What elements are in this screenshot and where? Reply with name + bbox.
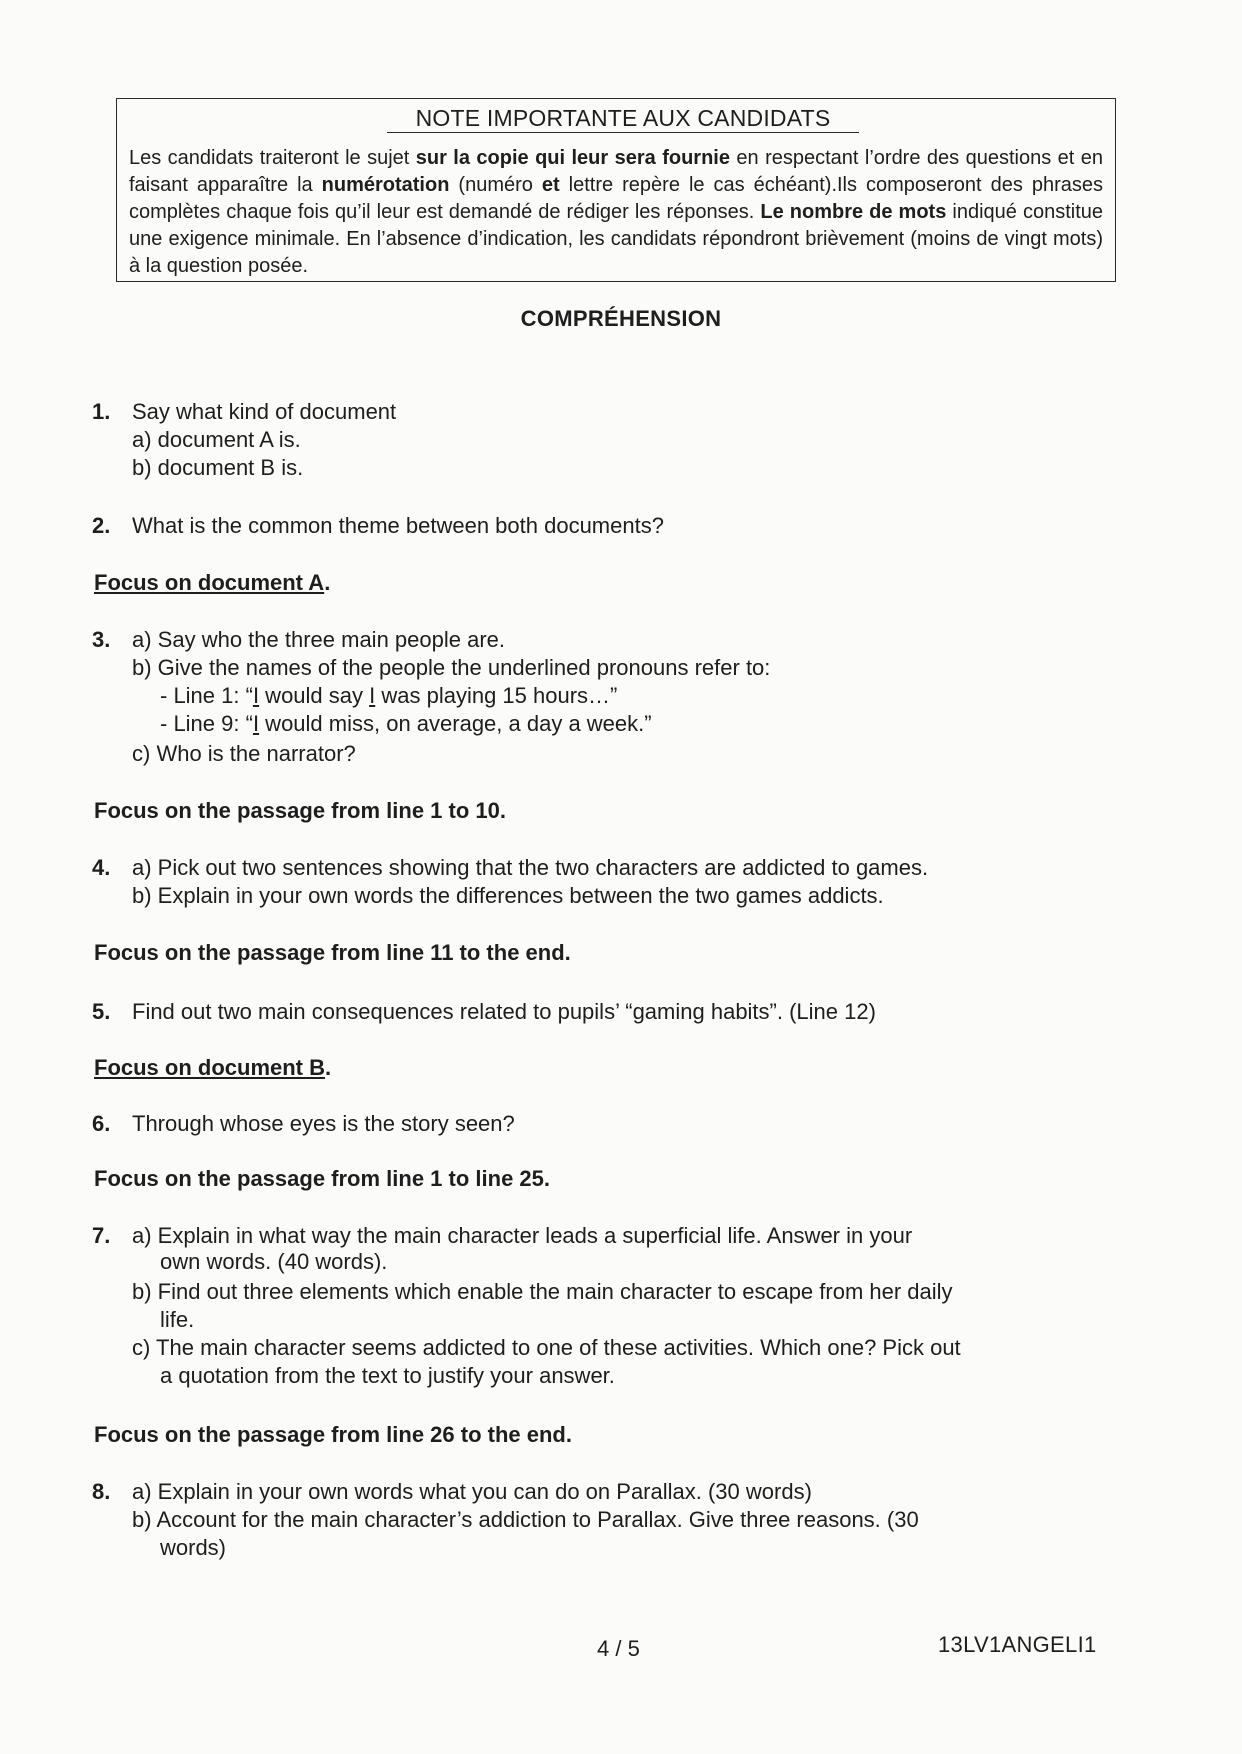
question-part-b-cont: words)	[160, 1535, 227, 1560]
question-part-b: b) document B is.	[132, 455, 304, 480]
question-text: Through whose eyes is the story seen?	[132, 1111, 515, 1136]
question-text: Say what kind of document	[132, 399, 397, 424]
question-part-b: b) Account for the main character’s addiction to Parallax. Give three reasons. (30	[132, 1507, 919, 1532]
focus-heading-text: Focus on document B	[94, 1055, 325, 1080]
note-emphasis: numérotation	[321, 174, 450, 196]
question-text: What is the common theme between both documents?	[132, 513, 664, 538]
page-number: 4 / 5	[597, 1636, 640, 1661]
candidate-note-box	[116, 98, 1116, 282]
note-text: lettre repère le cas échéant).Ils composeront des phrases complètes chaque fois qu’il leur est demandé de rédiger les réponses.	[129, 174, 1103, 223]
note-emphasis: et	[541, 174, 560, 196]
focus-heading-text: Focus on document A	[94, 570, 325, 595]
question-3	[92, 626, 1132, 776]
focus-heading-lines-1-10: Focus on the passage from line 1 to 10.	[94, 798, 506, 823]
pronoun-line-1	[160, 682, 1132, 710]
note-text: (numéro	[449, 174, 542, 196]
question-6	[92, 1110, 1132, 1140]
pronoun-line-9	[160, 710, 1132, 738]
question-part-a: a) Explain in your own words what you can do on Parallax. (30 words)	[132, 1479, 812, 1504]
question-1	[92, 398, 1132, 488]
focus-heading-document-b	[94, 1055, 331, 1081]
quote-text: - Line 9: “	[160, 711, 253, 736]
question-number: 6.	[92, 1111, 111, 1136]
underlined-pronoun: I	[252, 711, 260, 736]
focus-heading-line-11-end: Focus on the passage from line 11 to the end.	[94, 940, 571, 965]
question-5	[92, 998, 1132, 1028]
note-text: Les candidats traiteront le sujet	[129, 147, 416, 169]
quote-text: would miss, on average, a day a week.”	[259, 711, 652, 736]
question-part-c: c) The main character seems addicted to one of these activities. Which one? Pick out	[132, 1335, 961, 1360]
quote-text: - Line 1: “	[160, 683, 253, 708]
question-part-b: b) Explain in your own words the differences between the two games addicts.	[132, 883, 884, 908]
quote-text: would say	[259, 683, 370, 708]
question-8	[92, 1478, 1132, 1568]
question-number: 3.	[92, 627, 111, 652]
question-4	[92, 854, 1132, 914]
question-part-b: b) Find out three elements which enable the main character to escape from her daily	[132, 1279, 953, 1304]
quote-text: was playing 15 hours…”	[375, 683, 618, 708]
question-part-a: a) Say who the three main people are.	[132, 627, 506, 652]
question-part-a: a) document A is.	[132, 427, 301, 452]
note-emphasis: sur la copie qui leur sera fournie	[415, 147, 730, 169]
question-number: 8.	[92, 1479, 111, 1504]
note-text: en respectant l’ordre des questions et en faisant apparaître la	[129, 147, 1103, 196]
question-part-c: c) Who is the narrator?	[132, 741, 356, 766]
question-7	[92, 1222, 1132, 1392]
underlined-pronoun: I	[252, 683, 260, 708]
question-number: 5.	[92, 999, 111, 1024]
question-number: 2.	[92, 513, 111, 538]
exam-code: 13LV1ANGELI1	[938, 1632, 1097, 1657]
question-number: 4.	[92, 855, 111, 880]
question-number: 7.	[92, 1223, 111, 1248]
note-emphasis: Le nombre de mots	[760, 201, 947, 223]
question-part-a: a) Explain in what way the main character leads a superficial life. Answer in your	[132, 1223, 913, 1248]
question-number: 1.	[92, 399, 111, 424]
section-title: COMPRÉHENSION	[520, 306, 722, 331]
question-part-a-cont: own words. (40 words).	[160, 1249, 388, 1274]
question-text: Find out two main consequences related to pupils’ “gaming habits”. (Line 12)	[132, 999, 876, 1024]
question-part-c-cont: a quotation from the text to justify your answer.	[160, 1363, 615, 1388]
note-title: NOTE IMPORTANTE AUX CANDIDATS	[387, 105, 859, 133]
note-text: indiqué constitue une exigence minimale. En l’absence d’indication, les candidats répondront brièvement (moins de vingt mots) à la question posée.	[129, 201, 1103, 277]
focus-heading-line-26-end: Focus on the passage from line 26 to the end.	[94, 1422, 572, 1447]
focus-heading-dot: .	[324, 570, 331, 595]
focus-heading-dot: .	[325, 1055, 332, 1080]
question-part-b: b) Give the names of the people the underlined pronouns refer to:	[132, 655, 771, 680]
question-part-a: a) Pick out two sentences showing that the two characters are addicted to games.	[132, 855, 929, 880]
question-2	[92, 512, 1132, 542]
note-body	[129, 145, 1103, 280]
underlined-pronoun: I	[369, 683, 376, 708]
question-part-b-cont: life.	[160, 1307, 195, 1332]
focus-heading-lines-1-25: Focus on the passage from line 1 to line 25.	[94, 1166, 550, 1191]
focus-heading-document-a	[94, 570, 330, 596]
